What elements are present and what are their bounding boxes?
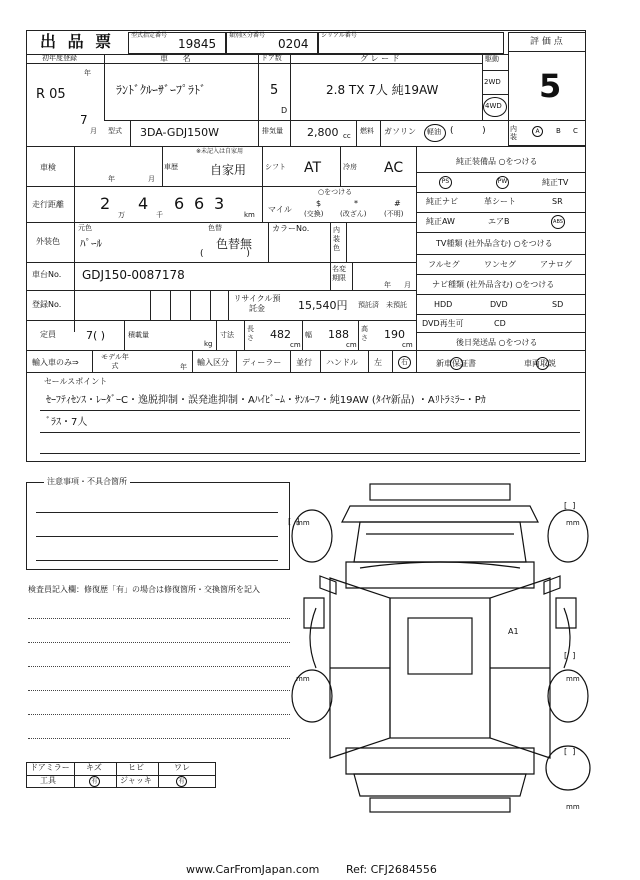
mileage-digit-5: 3 (214, 194, 225, 213)
first-reg-year-unit: 年 (84, 69, 91, 77)
bracket-spare: [ ] (564, 747, 576, 756)
legend-break: ワレ (174, 763, 190, 772)
doors-label: ドア数 (261, 54, 282, 62)
bracket-front-right: [ ] (564, 501, 576, 510)
footer-site[interactable]: www.CarFromJapan.com (186, 863, 320, 876)
wheel-front-right (548, 510, 588, 562)
use-label: 車歴 (164, 163, 178, 171)
interior-c: C (573, 127, 578, 135)
mileage-digit-2: 4 (138, 194, 149, 213)
navi-header: ナビ種類 (社外品含む) ○をつける (432, 280, 555, 289)
equip-aw: 純正AW (426, 217, 455, 226)
first-reg-month: 7 (80, 113, 88, 127)
meter-exchange-sym: $ (316, 199, 322, 208)
legend-tools-circle: 有 (89, 776, 100, 787)
mm-rear-left: mm (296, 675, 310, 683)
rear-window (346, 748, 534, 774)
tv-fullseg: フルセグ (428, 260, 460, 269)
navi-sd: SD (552, 300, 564, 309)
interior-color-label: 内装色 (333, 226, 340, 252)
meter-unknown-sym: # (394, 199, 401, 208)
equip-ps-circle: PS (439, 176, 452, 189)
hood (354, 522, 526, 562)
sheet-title: 出 品 票 (40, 32, 115, 51)
import-dealer: ディーラー (242, 358, 282, 367)
tv-analog: アナログ (540, 260, 572, 269)
name-change-label: 名変期限 (332, 265, 346, 282)
color-change: 色替無 (216, 237, 253, 251)
ac-label: 冷房 (343, 163, 357, 171)
import-label: 輸入車のみ⇒ (32, 358, 79, 367)
equip-navi: 純正ナビ (426, 197, 458, 206)
hood-front (342, 506, 538, 522)
model-year-label: モデル年式 (101, 353, 129, 370)
color: ﾊﾟｰﾙ (80, 237, 102, 250)
shift-label: シフト (265, 163, 286, 171)
legend-tools: 工具 (40, 776, 56, 785)
navi-dvd: DVD (490, 300, 508, 309)
ac: AC (384, 160, 404, 176)
later-warranty-circle (450, 357, 463, 370)
equipment-header: 純正装備品 ○をつける (456, 157, 538, 166)
first-reg-label: 初年度登録 (42, 54, 77, 62)
fuel-diesel: 軽油 (427, 128, 441, 136)
fuel-label: 燃料 (360, 127, 374, 135)
deposit-done: 預託済 (358, 301, 379, 309)
color-id-label: 色替 (208, 224, 222, 232)
mileage-digit-1: 2 (100, 194, 111, 213)
type-no: 19845 (178, 37, 217, 51)
legend-jack-circle: 有 (176, 776, 187, 787)
inspection-label: 車検 (40, 163, 56, 172)
model: 3DA-GDJ150W (140, 126, 220, 139)
front-bumper (370, 484, 510, 500)
sunroof (408, 618, 472, 674)
equip-abs-circle: ABS (551, 215, 565, 229)
width-cm: cm (346, 341, 357, 349)
meter-altered-sym: * (354, 199, 358, 208)
use: 自家用 (210, 163, 247, 177)
interior-a-circle: A (532, 126, 543, 137)
name-change-month-unit: 月 (404, 281, 411, 289)
reg-label: 登録No. (32, 300, 62, 309)
width: 188 (328, 328, 349, 341)
equip-leather: 革シート (484, 197, 516, 206)
cc: 2,800 (307, 126, 339, 139)
meter-header: ○をつける (318, 188, 353, 196)
sales-label: セールスポイント (44, 377, 108, 386)
door-suffix: D (281, 106, 288, 115)
first-reg-month-unit: 月 (90, 127, 97, 135)
car-diagram (290, 478, 590, 818)
interior-b: B (556, 127, 561, 135)
handle-label: ハンドル (326, 358, 358, 367)
navi-dvd-play: DVD再生可 (422, 319, 464, 328)
recycle-label: リサイクル預託金 (233, 294, 281, 313)
mileage-man-unit: 万 (118, 211, 125, 219)
rear-bumper (370, 798, 510, 812)
mm-rear-right: mm (566, 675, 580, 683)
grade-label: グ レ ー ド (360, 54, 400, 63)
drive-4wd: 4WD (485, 102, 502, 110)
height-cm: cm (402, 341, 413, 349)
legend-door-mirror: ドアミラー (30, 763, 70, 772)
shift: AT (304, 160, 322, 176)
import-class-label: 輸入区分 (197, 358, 229, 367)
score-label: 評 価 点 (530, 37, 563, 47)
car-name: ﾗﾝﾄﾞｸﾙｰｻﾞｰﾌﾟﾗﾄﾞ (116, 83, 207, 97)
serial-label: シリアル番号 (321, 32, 357, 39)
height-label: 高さ (361, 325, 368, 342)
later-manual-circle (536, 357, 549, 370)
car-name-label: 車 名 (160, 54, 197, 63)
bracket-front-left: [ ] (288, 517, 300, 526)
tv-header: TV種類 (社外品含む) ○をつける (436, 239, 553, 248)
navi-cd: CD (494, 319, 506, 328)
model-label: 型式 (108, 127, 122, 135)
mileage-label: 走行距離 (32, 200, 64, 209)
handle-left: 左 (374, 358, 382, 367)
score-value: 5 (539, 67, 562, 105)
mileage-digit-3: 6 (174, 194, 185, 213)
fuel-bracket: ( ) (450, 126, 486, 136)
footer-ref: Ref: CFJ2684556 (346, 863, 437, 876)
meter-unknown: (不明) (384, 210, 404, 218)
legend-scratch: キズ (86, 763, 102, 772)
inspector-label: 検査員記入欄：修復歴「有」の場合は修復箇所・交換箇所を記入 (28, 585, 260, 594)
use-note: ※未記入は自家用 (196, 148, 244, 155)
chassis: GDJ150-0087178 (82, 268, 185, 282)
length: 482 (270, 328, 291, 341)
color-label: 外装色 (36, 237, 60, 246)
handle-right-circle: 右 (398, 356, 411, 369)
meter-label: マイル (268, 205, 292, 214)
legend-crack: ヒビ (128, 763, 144, 772)
interior-label: 内装 (510, 125, 517, 141)
mm-spare: mm (566, 803, 580, 811)
mileage-km-unit: km (244, 211, 255, 219)
grade: 2.8 TX 7人 純19AW (326, 83, 439, 97)
equip-airbag: エアB (488, 217, 510, 226)
load-label: 積載量 (128, 331, 149, 339)
navi-hdd: HDD (434, 300, 453, 309)
height: 190 (384, 328, 405, 341)
length-label: 長さ (247, 325, 254, 342)
meter-altered: (改ざん) (340, 210, 367, 218)
chassis-label: 車台No. (32, 270, 62, 279)
inspection-month-unit: 月 (148, 175, 155, 183)
cc-label: 排気量 (262, 127, 283, 135)
notes-box (26, 482, 290, 570)
mm-front-left: mm (296, 519, 310, 527)
name-change-year-unit: 年 (384, 281, 391, 289)
inspection-year-unit: 年 (108, 175, 115, 183)
later-manual: 車両取説 (524, 359, 556, 368)
equip-pw-circle: PW (496, 176, 509, 189)
color-no-label: カラーNo. (272, 224, 310, 233)
equip-tv: 純正TV (542, 178, 569, 187)
tailgate (354, 774, 526, 796)
sales-line-1: ｾｰﾌﾃｨｾﾝｽ・ﾚｰﾀﾞｰC・逸脱抑制・誤発進抑制・Aﾊｲﾋﾞｰﾑ・ｻﾝﾙｰﾌ・純19AW (ﾀｲﾔ新品) ・Aﾘﾄﾗﾐﾗｰ・Pｶ (46, 395, 486, 406)
type-no-label: 型式指定番号 (131, 32, 168, 39)
color-bracket: ( ) (200, 249, 250, 259)
not-deposited: 未預託 (386, 301, 407, 309)
legend-jack: ジャッキ (120, 776, 152, 785)
class-no-label: 類別区分番号 (229, 32, 266, 39)
notes-label: 注意事項・不具合箇所 (44, 478, 130, 486)
meter-exchange: (交換) (304, 210, 324, 218)
color-orig-label: 元色 (78, 224, 92, 232)
drive-label: 駆動 (485, 55, 499, 63)
equip-sr: SR (552, 197, 563, 206)
damage-mark-a1: A1 (508, 627, 519, 636)
tv-oneseg: ワンセグ (484, 260, 516, 269)
roof (390, 598, 490, 738)
fuel: ガソリン (384, 127, 416, 136)
drive-2wd: 2WD (484, 78, 501, 86)
dims-label: 寸法 (220, 331, 234, 339)
length-cm: cm (290, 341, 301, 349)
sales-line-2: ﾞﾗｽ・7人 (46, 417, 88, 428)
class-no: 0204 (278, 37, 309, 51)
later-warranty: 新車保証書 (436, 359, 476, 368)
model-year-unit: 年 (180, 363, 187, 371)
import-parallel: 並行 (296, 358, 312, 367)
load-kg-unit: kg (204, 340, 213, 348)
width-label: 幅 (305, 331, 312, 339)
mileage-sen-unit: 千 (156, 211, 163, 219)
mileage-digit-4: 6 (194, 194, 205, 213)
cc-unit: cc (343, 132, 351, 140)
later-header: 後日発送品 ○をつける (456, 338, 538, 347)
recycle: 15,540円 (298, 299, 348, 312)
doors: 5 (270, 83, 279, 98)
mm-front-right: mm (566, 519, 580, 527)
capacity: 7( ) (86, 329, 106, 342)
capacity-label: 定員 (40, 330, 56, 339)
first-reg-era: R 05 (36, 87, 66, 102)
bracket-rear-right: [ ] (564, 651, 576, 660)
